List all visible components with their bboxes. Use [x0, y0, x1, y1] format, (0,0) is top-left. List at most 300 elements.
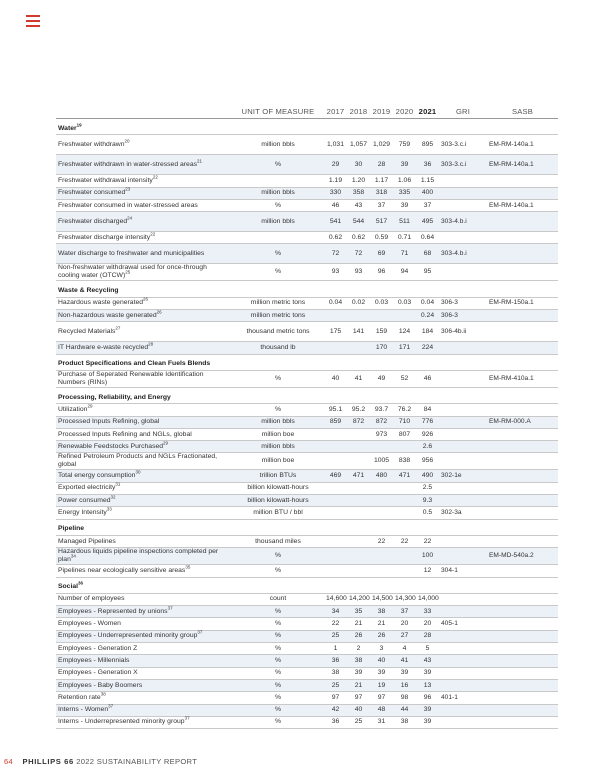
table-row: [56, 618, 558, 630]
cell-gri: [439, 416, 487, 428]
cell-value-2020: 4: [393, 643, 416, 655]
cell-metric: Employees - Underrepresented minority group$^{37}$: [56, 630, 232, 642]
cell-value-2021: 37: [416, 199, 439, 211]
cell-metric: Non-freshwater withdrawal used for once-through cooling water (OTCW)$^{25}$: [56, 264, 232, 281]
cell-gri: [439, 655, 487, 667]
cell-value-2020: 39: [393, 155, 416, 175]
cell-unit: %: [232, 679, 324, 691]
section-title: Water$^{19}$: [56, 119, 558, 135]
cell-metric: Employees - Millennials: [56, 655, 232, 667]
cell-gri: 405-1: [439, 618, 487, 630]
cell-unit: [232, 175, 324, 187]
cell-value-2018: [347, 565, 370, 577]
cell-unit: thousand metric tons: [232, 322, 324, 342]
cell-metric: Hazardous waste generated$^{26}$: [56, 297, 232, 309]
cell-value-2021: 2.6: [416, 441, 439, 453]
table-row: [56, 212, 558, 232]
cell-value-2018: 471: [347, 470, 370, 482]
cell-value-2021: 46: [416, 370, 439, 387]
cell-value-2021: 100: [416, 548, 439, 565]
cell-value-2018: 93: [347, 264, 370, 281]
hamburger-menu-icon[interactable]: [26, 15, 40, 30]
cell-gri: [439, 630, 487, 642]
cell-metric: Freshwater withdrawn$^{20}$: [56, 135, 232, 155]
cell-value-2021: 224: [416, 342, 439, 354]
table-row: [56, 565, 558, 577]
section-header-row: [56, 119, 558, 135]
cell-value-2018: 38: [347, 655, 370, 667]
table-row: [56, 470, 558, 482]
cell-gri: [439, 342, 487, 354]
table-row: [56, 404, 558, 416]
cell-value-2017: 22: [324, 618, 347, 630]
cell-metric: Power consumed$^{32}$: [56, 495, 232, 507]
cell-value-2019: [370, 548, 393, 565]
cell-value-2018: [347, 441, 370, 453]
cell-gri: [439, 441, 487, 453]
cell-metric: Water discharge to freshwater and municipalities: [56, 244, 232, 264]
cell-value-2019: [370, 482, 393, 494]
cell-value-2017: 859: [324, 416, 347, 428]
cell-value-2020: 38: [393, 716, 416, 728]
table-row: [56, 187, 558, 199]
cell-gri: [439, 187, 487, 199]
cell-gri: [439, 404, 487, 416]
cell-unit: %: [232, 667, 324, 679]
cell-gri: 302-1e: [439, 470, 487, 482]
cell-value-2021: 14,000: [416, 593, 439, 605]
cell-value-2017: [324, 428, 347, 440]
header-2017: 2017: [324, 107, 347, 119]
cell-value-2018: 43: [347, 199, 370, 211]
cell-value-2017: 0.04: [324, 297, 347, 309]
cell-value-2021: 956: [416, 453, 439, 470]
cell-sasb: EM-RM-000.A: [487, 416, 558, 428]
cell-value-2021: 0.5: [416, 507, 439, 519]
cell-value-2019: 1.17: [370, 175, 393, 187]
cell-gri: [439, 232, 487, 244]
cell-value-2019: 0.59: [370, 232, 393, 244]
cell-value-2021: 5: [416, 643, 439, 655]
cell-value-2019: 480: [370, 470, 393, 482]
cell-gri: [439, 264, 487, 281]
cell-value-2017: 46: [324, 199, 347, 211]
cell-value-2019: [370, 507, 393, 519]
table-row: [56, 704, 558, 716]
table-body: [56, 119, 558, 729]
cell-value-2017: [324, 310, 347, 322]
cell-value-2020: [393, 441, 416, 453]
cell-value-2021: 22: [416, 535, 439, 547]
cell-value-2018: [347, 428, 370, 440]
cell-sasb: [487, 404, 558, 416]
header-2021: 2021: [416, 107, 439, 119]
cell-value-2019: [370, 495, 393, 507]
header-2019: 2019: [370, 107, 393, 119]
table-row: [56, 232, 558, 244]
section-title: Processing, Reliability, and Energy: [56, 387, 558, 403]
table-row: [56, 441, 558, 453]
cell-value-2017: [324, 342, 347, 354]
cell-value-2018: 358: [347, 187, 370, 199]
cell-value-2018: 30: [347, 155, 370, 175]
cell-sasb: [487, 470, 558, 482]
cell-value-2019: 39: [370, 667, 393, 679]
cell-value-2020: 76.2: [393, 404, 416, 416]
cell-unit: thousand lb: [232, 342, 324, 354]
cell-value-2020: 37: [393, 606, 416, 618]
cell-value-2017: 95.1: [324, 404, 347, 416]
cell-value-2019: 318: [370, 187, 393, 199]
cell-gri: [439, 679, 487, 691]
cell-value-2017: [324, 453, 347, 470]
section-title: Waste & Recycling: [56, 281, 558, 297]
table-row: [56, 535, 558, 547]
esg-data-table-container: [56, 107, 558, 729]
cell-gri: [439, 593, 487, 605]
cell-value-2019: [370, 310, 393, 322]
cell-sasb: [487, 704, 558, 716]
cell-value-2017: 72: [324, 244, 347, 264]
cell-value-2019: 69: [370, 244, 393, 264]
cell-value-2020: 124: [393, 322, 416, 342]
cell-unit: million bbls: [232, 187, 324, 199]
cell-sasb: [487, 244, 558, 264]
table-row: [56, 548, 558, 565]
cell-metric: Total energy consumption$^{30}$: [56, 470, 232, 482]
section-header-row: [56, 354, 558, 370]
cell-sasb: [487, 692, 558, 704]
cell-value-2020: 807: [393, 428, 416, 440]
cell-gri: [439, 548, 487, 565]
cell-value-2018: 1.20: [347, 175, 370, 187]
table-row: [56, 643, 558, 655]
table-row: [56, 655, 558, 667]
cell-value-2019: 14,500: [370, 593, 393, 605]
table-row: [56, 175, 558, 187]
table-row: [56, 495, 558, 507]
cell-value-2017: 25: [324, 679, 347, 691]
cell-metric: Freshwater discharge intensity$^{22}$: [56, 232, 232, 244]
cell-value-2019: 19: [370, 679, 393, 691]
cell-metric: Pipelines near ecologically sensitive areas$^{35}$: [56, 565, 232, 577]
cell-metric: Employees - Baby Boomers: [56, 679, 232, 691]
cell-value-2017: 36: [324, 716, 347, 728]
cell-gri: [439, 428, 487, 440]
cell-value-2019: 37: [370, 199, 393, 211]
cell-sasb: [487, 655, 558, 667]
cell-value-2018: 0.02: [347, 297, 370, 309]
cell-value-2020: 41: [393, 655, 416, 667]
cell-unit: %: [232, 716, 324, 728]
cell-metric: Hazardous liquids pipeline inspections completed per plan$^{34}$: [56, 548, 232, 565]
cell-sasb: [487, 643, 558, 655]
cell-unit: %: [232, 630, 324, 642]
cell-value-2018: [347, 310, 370, 322]
cell-metric: Exported electricity$^{31}$: [56, 482, 232, 494]
cell-unit: %: [232, 199, 324, 211]
cell-value-2021: 12: [416, 565, 439, 577]
cell-gri: [439, 535, 487, 547]
cell-sasb: [487, 618, 558, 630]
cell-gri: 304-1: [439, 565, 487, 577]
table-row: [56, 416, 558, 428]
cell-value-2021: 0.64: [416, 232, 439, 244]
cell-value-2020: 27: [393, 630, 416, 642]
cell-value-2017: 1: [324, 643, 347, 655]
cell-unit: %: [232, 643, 324, 655]
cell-value-2018: [347, 495, 370, 507]
cell-value-2020: 171: [393, 342, 416, 354]
cell-value-2017: [324, 482, 347, 494]
cell-value-2017: 1.19: [324, 175, 347, 187]
cell-value-2020: 98: [393, 692, 416, 704]
cell-unit: count: [232, 593, 324, 605]
cell-value-2018: 141: [347, 322, 370, 342]
cell-unit: [232, 232, 324, 244]
table-row: [56, 342, 558, 354]
cell-value-2017: 330: [324, 187, 347, 199]
cell-metric: Interns - Women$^{37}$: [56, 704, 232, 716]
cell-value-2017: 42: [324, 704, 347, 716]
cell-value-2017: 0.62: [324, 232, 347, 244]
table-row: [56, 679, 558, 691]
cell-sasb: EM-RM-410a.1: [487, 370, 558, 387]
cell-value-2018: 2: [347, 643, 370, 655]
cell-value-2017: 469: [324, 470, 347, 482]
cell-sasb: [487, 507, 558, 519]
cell-value-2020: 335: [393, 187, 416, 199]
cell-value-2021: 495: [416, 212, 439, 232]
table-row: [56, 630, 558, 642]
page-footer: [4, 757, 197, 766]
cell-sasb: [487, 310, 558, 322]
cell-sasb: EM-RM-140a.1: [487, 199, 558, 211]
cell-gri: 303-4.b.i: [439, 212, 487, 232]
header-unit: UNIT OF MEASURE: [232, 107, 324, 119]
cell-unit: million bbls: [232, 416, 324, 428]
cell-gri: 306-3: [439, 310, 487, 322]
cell-value-2017: [324, 535, 347, 547]
cell-value-2018: 0.62: [347, 232, 370, 244]
cell-metric: Renewable Feedstocks Purchased$^{29}$: [56, 441, 232, 453]
cell-value-2017: [324, 495, 347, 507]
cell-value-2020: [393, 495, 416, 507]
cell-value-2021: 33: [416, 606, 439, 618]
cell-value-2021: 1.15: [416, 175, 439, 187]
cell-metric: Purchase of Seperated Renewable Identification Numbers (RINs): [56, 370, 232, 387]
cell-gri: 303-3.c.i: [439, 155, 487, 175]
cell-value-2019: 0.03: [370, 297, 393, 309]
header-gri: GRI: [439, 107, 487, 119]
cell-value-2018: 25: [347, 716, 370, 728]
esg-data-table: [56, 107, 558, 729]
cell-unit: %: [232, 155, 324, 175]
cell-value-2020: 39: [393, 199, 416, 211]
cell-value-2021: 39: [416, 667, 439, 679]
section-header-row: [56, 387, 558, 403]
cell-value-2018: 35: [347, 606, 370, 618]
cell-value-2021: 490: [416, 470, 439, 482]
cell-sasb: [487, 212, 558, 232]
table-row: [56, 135, 558, 155]
cell-gri: [439, 453, 487, 470]
cell-metric: Processed Inputs Refining and NGLs, global: [56, 428, 232, 440]
cell-metric: Freshwater consumed$^{23}$: [56, 187, 232, 199]
cell-value-2020: [393, 482, 416, 494]
cell-sasb: [487, 565, 558, 577]
cell-metric: Energy Intensity$^{33}$: [56, 507, 232, 519]
cell-value-2021: 400: [416, 187, 439, 199]
cell-value-2018: 872: [347, 416, 370, 428]
cell-unit: %: [232, 404, 324, 416]
cell-value-2019: 22: [370, 535, 393, 547]
cell-value-2019: 3: [370, 643, 393, 655]
cell-metric: Employees - Generation Z: [56, 643, 232, 655]
cell-value-2017: 175: [324, 322, 347, 342]
cell-value-2021: 20: [416, 618, 439, 630]
cell-value-2019: 973: [370, 428, 393, 440]
cell-value-2020: 14,300: [393, 593, 416, 605]
cell-unit: %: [232, 618, 324, 630]
section-header-row: [56, 519, 558, 535]
cell-value-2017: 541: [324, 212, 347, 232]
cell-sasb: [487, 453, 558, 470]
cell-metric: Non-hazardous waste generated$^{26}$: [56, 310, 232, 322]
cell-sasb: [487, 264, 558, 281]
cell-gri: [439, 667, 487, 679]
cell-gri: [439, 370, 487, 387]
cell-value-2019: 97: [370, 692, 393, 704]
cell-value-2018: 72: [347, 244, 370, 264]
cell-metric: Employees - Represented by unions$^{37}$: [56, 606, 232, 618]
table-row: [56, 244, 558, 264]
header-2018: 2018: [347, 107, 370, 119]
table-row: [56, 482, 558, 494]
cell-gri: [439, 175, 487, 187]
cell-value-2020: [393, 565, 416, 577]
cell-sasb: [487, 175, 558, 187]
header-metric: [56, 107, 232, 119]
header-sasb: SASB: [487, 107, 558, 119]
table-row: [56, 370, 558, 387]
cell-value-2018: 14,200: [347, 593, 370, 605]
cell-value-2019: 159: [370, 322, 393, 342]
cell-value-2021: 776: [416, 416, 439, 428]
table-row: [56, 507, 558, 519]
cell-unit: million bbls: [232, 441, 324, 453]
cell-unit: million bbls: [232, 135, 324, 155]
cell-gri: 306-3: [439, 297, 487, 309]
cell-value-2019: 28: [370, 155, 393, 175]
cell-metric: Freshwater withdrawal intensity$^{22}$: [56, 175, 232, 187]
cell-unit: billion kilowatt-hours: [232, 495, 324, 507]
cell-metric: IT Hardware e-waste recycled$^{28}$: [56, 342, 232, 354]
cell-unit: million boe: [232, 428, 324, 440]
section-title: Social$^{36}$: [56, 577, 558, 593]
cell-gri: 401-1: [439, 692, 487, 704]
cell-value-2017: 25: [324, 630, 347, 642]
cell-value-2021: 926: [416, 428, 439, 440]
cell-value-2020: 838: [393, 453, 416, 470]
cell-value-2019: 1,029: [370, 135, 393, 155]
cell-value-2020: 22: [393, 535, 416, 547]
cell-value-2021: 13: [416, 679, 439, 691]
cell-value-2018: [347, 535, 370, 547]
cell-value-2018: 95.2: [347, 404, 370, 416]
cell-value-2018: [347, 507, 370, 519]
cell-gri: [439, 704, 487, 716]
cell-metric: Number of employees: [56, 593, 232, 605]
cell-value-2018: [347, 342, 370, 354]
cell-value-2020: 71: [393, 244, 416, 264]
cell-metric: Processed Inputs Refining, global: [56, 416, 232, 428]
cell-sasb: [487, 716, 558, 728]
cell-sasb: [487, 482, 558, 494]
cell-sasb: [487, 535, 558, 547]
cell-value-2018: 1,057: [347, 135, 370, 155]
cell-unit: thousand miles: [232, 535, 324, 547]
cell-sasb: [487, 232, 558, 244]
cell-sasb: [487, 667, 558, 679]
section-title: Product Specifications and Clean Fuels Blends: [56, 354, 558, 370]
table-row: [56, 310, 558, 322]
cell-unit: %: [232, 655, 324, 667]
cell-sasb: [487, 322, 558, 342]
cell-metric: Refined Petroleum Products and NGLs Fractionated, global: [56, 453, 232, 470]
cell-gri: [439, 643, 487, 655]
cell-value-2018: [347, 482, 370, 494]
cell-value-2017: 38: [324, 667, 347, 679]
cell-metric: Freshwater withdrawn in water-stressed areas$^{21}$: [56, 155, 232, 175]
cell-sasb: [487, 495, 558, 507]
cell-value-2018: 40: [347, 704, 370, 716]
cell-sasb: EM-MD-540a.2: [487, 548, 558, 565]
cell-gri: 302-3a: [439, 507, 487, 519]
cell-metric: Employees - Women: [56, 618, 232, 630]
cell-value-2018: 21: [347, 679, 370, 691]
cell-value-2019: [370, 565, 393, 577]
cell-unit: million boe: [232, 453, 324, 470]
cell-unit: billion kilowatt-hours: [232, 482, 324, 494]
cell-value-2017: 93: [324, 264, 347, 281]
cell-value-2019: 93.7: [370, 404, 393, 416]
cell-value-2019: 31: [370, 716, 393, 728]
cell-value-2017: [324, 548, 347, 565]
cell-unit: million metric tons: [232, 297, 324, 309]
cell-value-2021: 9.3: [416, 495, 439, 507]
cell-sasb: EM-RM-150a.1: [487, 297, 558, 309]
cell-value-2018: 544: [347, 212, 370, 232]
footer-report-title: 2022 SUSTAINABILITY REPORT: [76, 757, 198, 766]
cell-value-2017: 14,600: [324, 593, 347, 605]
cell-sasb: EM-RM-140a.1: [487, 155, 558, 175]
page-number: 64: [4, 757, 14, 766]
cell-metric: Freshwater discharged$^{24}$: [56, 212, 232, 232]
cell-value-2020: 511: [393, 212, 416, 232]
cell-metric: Retention rate$^{38}$: [56, 692, 232, 704]
cell-value-2019: 40: [370, 655, 393, 667]
cell-value-2017: 36: [324, 655, 347, 667]
cell-value-2020: 1.06: [393, 175, 416, 187]
cell-unit: %: [232, 264, 324, 281]
table-row: [56, 692, 558, 704]
cell-value-2020: 471: [393, 470, 416, 482]
cell-unit: %: [232, 606, 324, 618]
table-row: [56, 593, 558, 605]
cell-value-2017: 1,031: [324, 135, 347, 155]
cell-value-2019: 26: [370, 630, 393, 642]
